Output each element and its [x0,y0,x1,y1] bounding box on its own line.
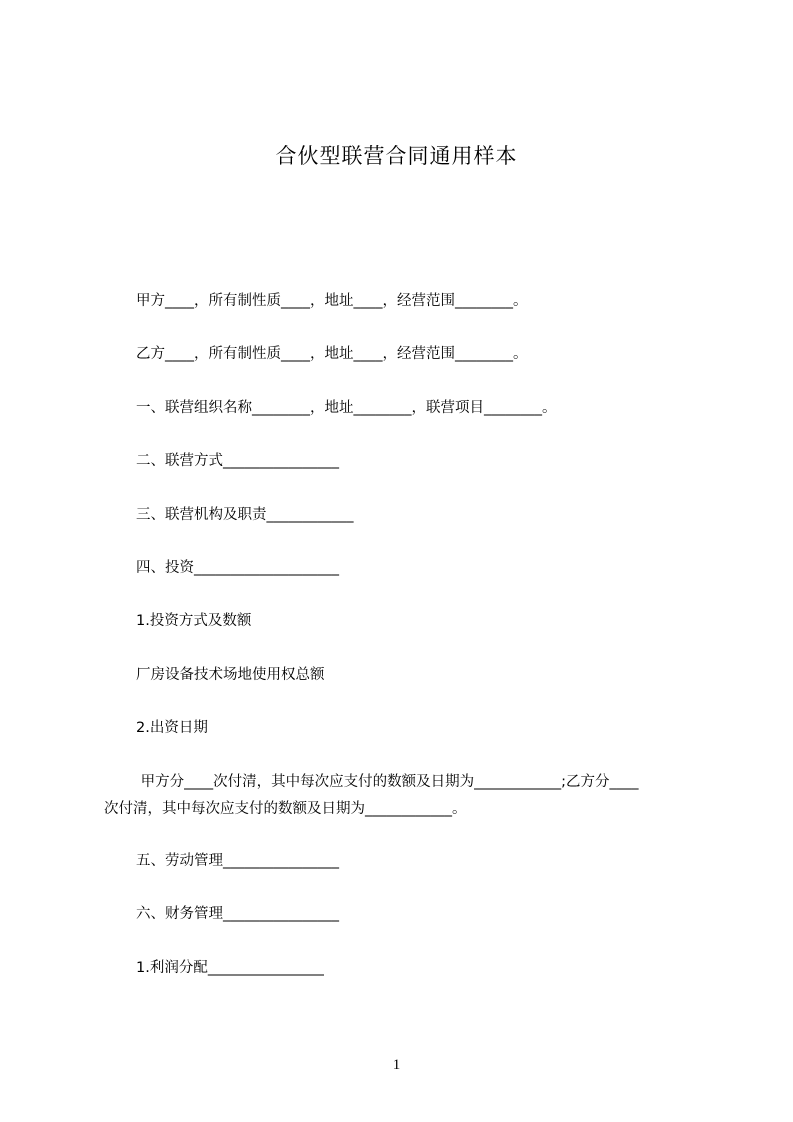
party-b-line: 乙方____，所有制性质____，地址____，经营范围________。 [136,346,528,362]
section-2-line: 二、联营方式________________ [136,453,339,469]
investment-items-line: 厂房设备技术场地使用权总额 [136,667,325,683]
section-6-line: 六、财务管理________________ [136,906,339,922]
subsection-4-2-line: 2.出资日期 [136,720,208,736]
payment-paragraph-line-1: 甲方分____次付清，其中每次应支付的数额及日期为____________;乙方分____ [136,774,639,790]
section-4-line: 四、投资____________________ [136,560,339,576]
section-1-line: 一、联营组织名称________，地址________，联营项目________。 [136,400,557,416]
section-3-line: 三、联营机构及职责____________ [136,507,354,523]
subsection-6-1-line: 1.利润分配________________ [136,960,324,976]
payment-paragraph-line-2: 次付清，其中每次应支付的数额及日期为____________。 [104,801,467,817]
subsection-4-1-line: 1.投资方式及数额 [136,613,252,629]
section-5-line: 五、劳动管理________________ [136,853,339,869]
document-title: 合伙型联营合同通用样本 [275,144,518,168]
party-a-line: 甲方____，所有制性质____，地址____，经营范围________。 [136,293,528,309]
page-number: 1 [392,1057,401,1073]
